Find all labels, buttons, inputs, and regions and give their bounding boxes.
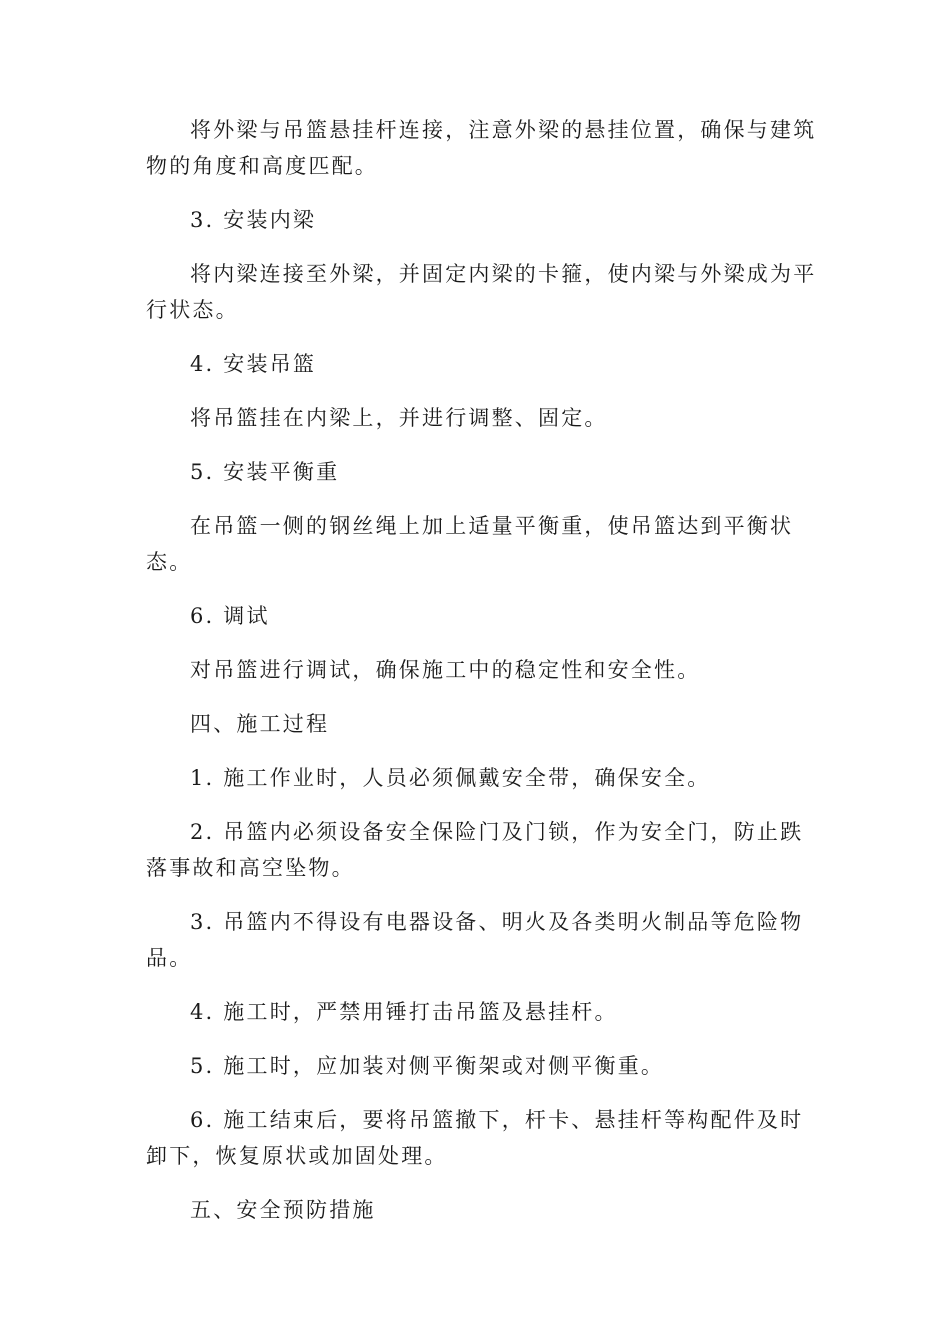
document-body xyxy=(146,112,826,1228)
paragraph-counterweight: 在吊篮一侧的钢丝绳上加上适量平衡重，使吊篮达到平衡状态。 xyxy=(146,514,794,574)
step-heading-debugging: 6. 调试 xyxy=(190,604,270,628)
step-heading-counterweight: 5. 安装平衡重 xyxy=(190,460,340,484)
list-item-safety-belt: 1. 施工作业时，人员必须佩戴安全带，确保安全。 xyxy=(190,766,711,790)
step-heading-basket: 4. 安装吊篮 xyxy=(190,352,317,376)
list-item-no-hammer: 4. 施工时，严禁用锤打击吊篮及悬挂杆。 xyxy=(190,1000,618,1024)
paragraph-inner-beam: 将内梁连接至外梁，并固定内梁的卡箍，使内梁与外梁成为平行状态。 xyxy=(146,262,817,322)
list-item-safety-door: 2. 吊篮内必须设备安全保险门及门锁，作为安全门，防止跌落事故和高空坠物。 xyxy=(146,820,804,880)
paragraph-outer-beam-connection: 将外梁与吊篮悬挂杆连接，注意外梁的悬挂位置，确保与建筑物的角度和高度匹配。 xyxy=(146,118,817,178)
section-heading-safety-measures: 五、安全预防措施 xyxy=(190,1198,376,1222)
step-heading-inner-beam: 3. 安装内梁 xyxy=(190,208,317,232)
list-item-no-hazards: 3. 吊篮内不得设有电器设备、明火及各类明火制品等危险物品。 xyxy=(146,910,804,970)
list-item-counter-balance: 5. 施工时，应加装对侧平衡架或对侧平衡重。 xyxy=(190,1054,665,1078)
paragraph-debugging: 对吊篮进行调试，确保施工中的稳定性和安全性。 xyxy=(190,658,701,682)
paragraph-basket: 将吊篮挂在内梁上，并进行调整、固定。 xyxy=(190,406,608,430)
list-item-removal: 6. 施工结束后，要将吊篮撤下，杆卡、悬挂杆等构配件及时卸下，恢复原状或加固处理。 xyxy=(146,1108,804,1168)
section-heading-construction-process: 四、施工过程 xyxy=(190,712,330,736)
